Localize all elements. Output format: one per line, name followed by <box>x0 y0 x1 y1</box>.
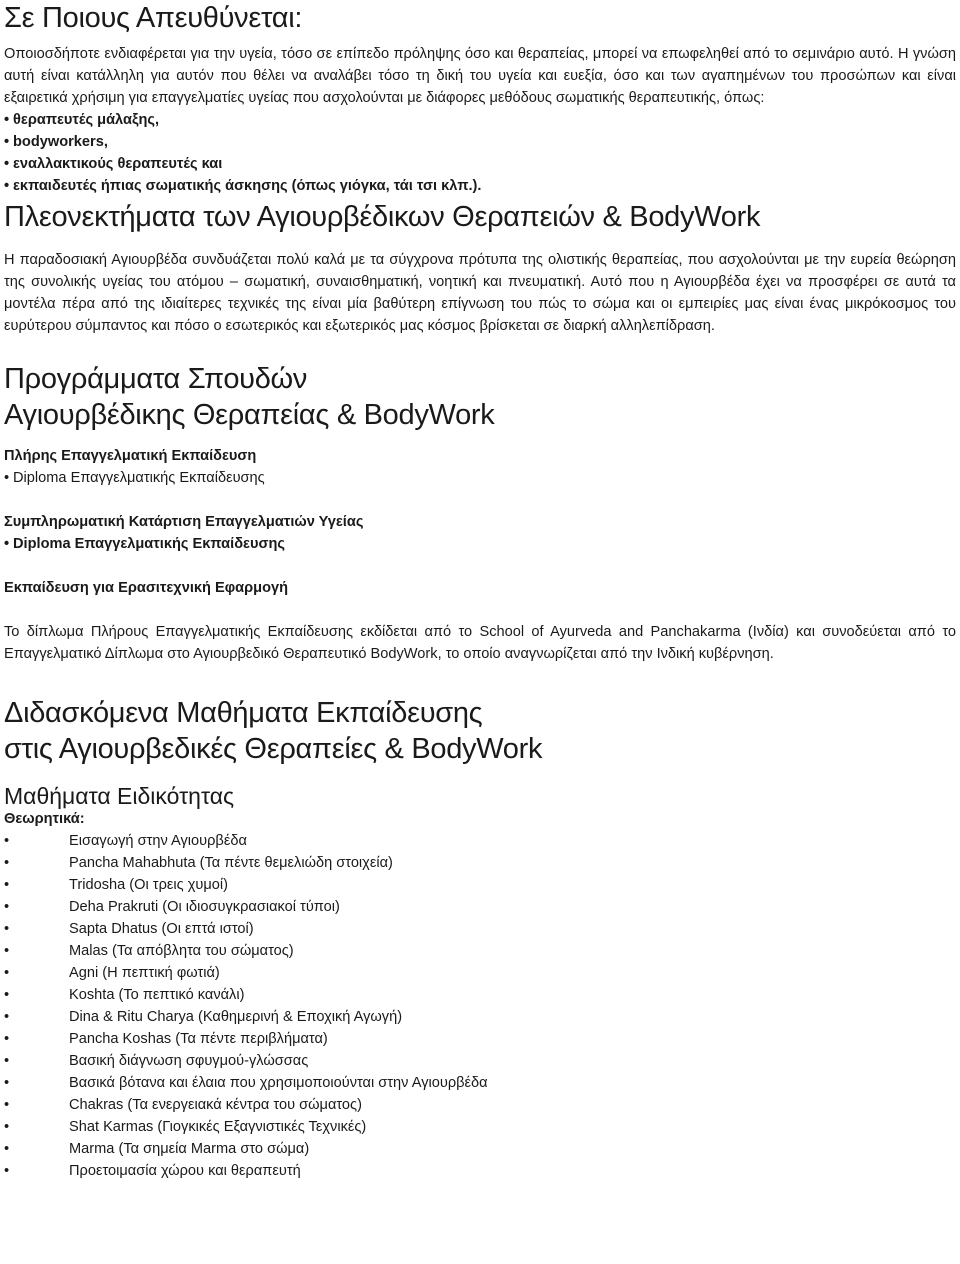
program-complementary <box>4 511 956 555</box>
audience-list <box>4 109 956 197</box>
course-item: • Pancha Mahabhuta (Τα πέντε θεμελιώδη στοιχεία) <box>4 852 956 874</box>
diploma-paragraph: Το δίπλωμα Πλήρους Επαγγελματικής Εκπαίδευσης εκδίδεται από το School of Ayurveda and Panchakarma (Ινδία) και συνοδεύεται από το Επαγγελματικό Δίπλωμα στο Αγιουρβεδικό Θεραπευτικό BodyWork, το οποίο αναγνωρίζεται από την Ινδική κυβέρνηση. <box>4 624 956 662</box>
audience-list-item: • θεραπευτές μάλαξης, <box>4 109 956 131</box>
course-item: • Koshta (Το πεπτικό κανάλι) <box>4 984 956 1006</box>
audience-title: Σε Ποιους Απευθύνεται: <box>4 2 303 34</box>
courses-section <box>4 695 956 1182</box>
program-amateur <box>4 577 956 599</box>
benefits-paragraph: Η παραδοσιακή Αγιουρβέδα συνδυάζεται πολύ καλά με τα σύγχρονα πρότυπα της ολιστικής θεραπείας, που ασχολούνται με την ευρεία θεώρηση της συνολικής υγείας του ατόμου – σωματική, συναισθηματική, νοητική και πνευματική. Αυτό που η Αγιουρβέδα έχει να προσφέρει σε αυτά τα μοντέλα πέρα από της ιδιαίτερες τεχνικές της είναι μία βαθύτερη επίγνωση του πώς το σώμα και οι εμπειρίες μας είναι ένας μικρόκοσμος του ευρύτερου σύμπαντος και πόσο ο εσωτερικός και εξωτερικός μας κόσμος βρίσκεται σε διαρκή αλληλεπίδραση. <box>4 252 956 334</box>
audience-list-item: • bodyworkers, <box>4 131 956 153</box>
program-complementary-item: • Diploma Επαγγελματικής Εκπαίδευσης <box>4 533 956 555</box>
program-complementary-list <box>4 533 956 555</box>
programs-section <box>4 361 956 665</box>
benefits-section <box>4 199 956 337</box>
course-item: • Deha Prakruti (Οι ιδιοσυγκρασιακοί τύποι) <box>4 896 956 918</box>
course-item: • Agni (Η πεπτική φωτιά) <box>4 962 956 984</box>
course-item: • Chakras (Τα ενεργειακά κέντρα του σώματος) <box>4 1094 956 1116</box>
course-item: • Εισαγωγή στην Αγιουρβέδα <box>4 830 956 852</box>
course-item: • Βασικά βότανα και έλαια που χρησιμοποιούνται στην Αγιουρβέδα <box>4 1072 956 1094</box>
course-item: • Pancha Koshas (Τα πέντε περιβλήματα) <box>4 1028 956 1050</box>
course-item: • Dina & Ritu Charya (Καθημερινή & Εποχική Αγωγή) <box>4 1006 956 1028</box>
course-item: • Sapta Dhatus (Οι επτά ιστοί) <box>4 918 956 940</box>
course-item: • Tridosha (Οι τρεις χυμοί) <box>4 874 956 896</box>
program-full-item: • Diploma Επαγγελματικής Εκπαίδευσης <box>4 467 956 489</box>
course-item: • Malas (Τα απόβλητα του σώματος) <box>4 940 956 962</box>
audience-section <box>4 0 956 197</box>
audience-list-item: • εναλλακτικούς θεραπευτές και <box>4 153 956 175</box>
courses-title-line2: στις Αγιουρβεδικές Θεραπείες & BodyWork <box>4 733 543 765</box>
document-page <box>4 0 956 1182</box>
program-full <box>4 445 956 489</box>
programs-title-line2: Αγιουρβέδικης Θεραπείας & BodyWork <box>4 399 495 431</box>
course-item: • Shat Karmas (Γιογκικές Εξαγνιστικές Τεχνικές) <box>4 1116 956 1138</box>
audience-paragraph: Οποιοσδήποτε ενδιαφέρεται για την υγεία, τόσο σε επίπεδο πρόληψης όσο και θεραπείας, μπορεί να επωφεληθεί από το σεμινάριο αυτό. Η γνώση αυτή είναι κατάλληλη για αυτόν που θέλει να αναλάβει τόσο τη δική του υγεία και ευεξία, όσο και των αγαπημένων του προσώπων και είναι εξαιρετικά χρήσιμη για επαγγελματίες υγείας που ασχολούνται με διάφορες μεθόδους σωματικής θεραπευτικής, όπως: <box>4 46 956 106</box>
course-item: • Προετοιμασία χώρου και θεραπευτή <box>4 1160 956 1182</box>
courses-subtitle: Μαθήματα Ειδικότητας <box>4 783 235 809</box>
course-item: • Βασική διάγνωση σφυγμού-γλώσσας <box>4 1050 956 1072</box>
course-list <box>4 830 956 1182</box>
programs-title-line1: Προγράμματα Σπουδών <box>4 363 308 395</box>
benefits-title: Πλεονεκτήματα των Αγιουρβέδικων Θεραπειών & BodyWork <box>4 201 761 233</box>
program-amateur-heading: Εκπαίδευση για Ερασιτεχνική Εφαρμογή <box>4 580 289 596</box>
program-full-heading: Πλήρης Επαγγελματική Εκπαίδευση <box>4 448 257 464</box>
courses-title-line1: Διδασκόμενα Μαθήματα Εκπαίδευσης <box>4 697 483 729</box>
theory-label: Θεωρητικά: <box>4 811 85 827</box>
course-item: • Marma (Τα σημεία Marma στο σώμα) <box>4 1138 956 1160</box>
program-complementary-heading: Συμπληρωματική Κατάρτιση Επαγγελματιών Υγείας <box>4 514 364 530</box>
program-full-list <box>4 467 956 489</box>
audience-list-item: • εκπαιδευτές ήπιας σωματικής άσκησης (όπως γιόγκα, τάι τσι κλπ.). <box>4 175 956 197</box>
